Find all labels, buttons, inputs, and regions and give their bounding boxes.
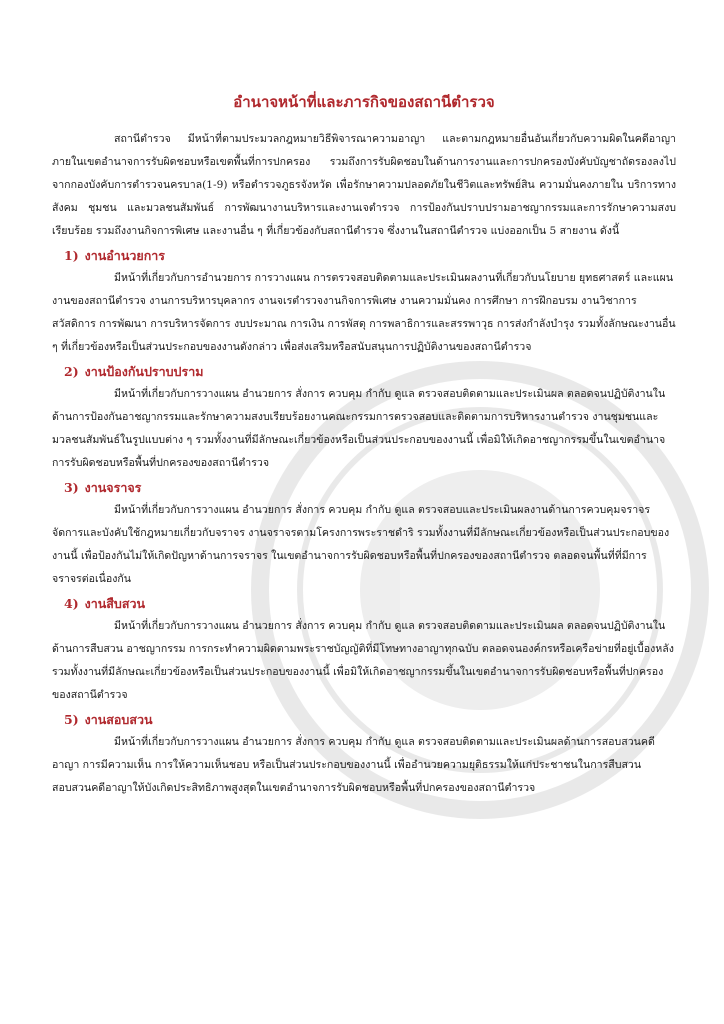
section-5 bbox=[52, 709, 676, 800]
section-title: งานสืบสวน bbox=[84, 596, 146, 611]
section-heading bbox=[64, 709, 676, 731]
section-body: มีหน้าที่เกี่ยวกับการวางแผน อำนวยการ สั่งการ ควบคุม กำกับ ดูแล ตรวจสอบติดตามและประเมินผลด้านการสอบสวนคดีอาญา การมีความเห็น การให้ความเห็นชอบ หรือเป็นส่วนประกอบของงานนี้ เพื่ออำนวยความยุติธรรมให้แก่ประชาชนในการสืบสวนสอบสวนคดีอาญาให้บังเกิดประสิทธิภาพสูงสุดในเขตอำนาจการรับผิดชอบหรือพื้นที่ปกครองของสถานีตำรวจ bbox=[52, 736, 655, 794]
section-body: มีหน้าที่เกี่ยวกับการวางแผน อำนวยการ สั่งการ ควบคุม กำกับ ดูแล ตรวจสอบติดตามและประเมินผล ตลอดจนปฏิบัติงานในด้านการสืบสวน อาชญากรรม การกระทำความผิดตามพระราชบัญญัติที่มีโทษทางอาญาทุกฉบับ ตลอดจนองค์กรหรือเครือข่ายที่อยู่เบื้องหลัง รวมทั้งงานที่มีลักษณะเกี่ยวข้องหรือเป็นส่วนประกอบของงานนี้ เพื่อมิให้เกิดอาชญากรรมขึ้นในเขตอำนาจการรับผิดชอบหรือพื้นที่ปกครองของสถานีตำรวจ bbox=[52, 620, 674, 701]
section-title: งานป้องกันปราบปราม bbox=[84, 364, 204, 379]
intro-paragraph: สถานีตำรวจ มีหน้าที่ตามประมวลกฎหมายวิธีพิจารณาความอาญา และตามกฎหมายอื่นอันเกี่ยวกับความผิดในคดีอาญาภายในเขตอำนาจการรับผิดชอบหรือเขตพื้นที่การปกครอง รวมถึงการรับผิดชอบในด้านการงานและการปกครองบังคับบัญชาถัดรองลงไปจากกองบังคับการตำรวจนครบาล(1-9) หรือตำรวจภูธรจังหวัด เพื่อรักษาความปลอดภัยในชีวิตและทรัพย์สิน ความมั่นคงภายใน บริการทางสังคม ชุมชน และมวลชนสัมพันธ์ การพัฒนางานบริหารและงานเจตำรวจ การป้องกันปราบปรามอาชญากรรมและการรักษาความสงบเรียบร้อย รวมถึงงานกิจการพิเศษ และงานอื่น ๆ ที่เกี่ยวข้องกับสถานีตำรวจ ซึ่งงานในสถานีตำรวจ แบ่งออกเป็น 5 สายงาน ดังนี้ bbox=[52, 133, 676, 237]
section-heading bbox=[64, 361, 676, 383]
document-title: อำนาจหน้าที่และภารกิจของสถานีตำรวจ bbox=[233, 93, 495, 111]
section-title: งานจราจร bbox=[84, 480, 142, 495]
section-number: 3) bbox=[64, 480, 79, 495]
section-number: 5) bbox=[64, 712, 79, 727]
section-1 bbox=[52, 245, 676, 359]
section-2 bbox=[52, 361, 676, 475]
section-heading bbox=[64, 593, 676, 615]
section-number: 4) bbox=[64, 596, 79, 611]
section-4 bbox=[52, 593, 676, 707]
document-page bbox=[52, 90, 676, 802]
section-number: 1) bbox=[64, 248, 79, 263]
section-heading bbox=[64, 477, 676, 499]
section-body: มีหน้าที่เกี่ยวกับการอำนวยการ การวางแผน การตรวจสอบติดตามและประเมินผลงานที่เกี่ยวกับนโยบาย ยุทธศาสตร์ และแผนงานของสถานีตำรวจ งานการบริหารบุคลากร งานจเรตำรวจงานกิจการพิเศษ งานความมั่นคง การศึกษา การฝึกอบรม งานวิชาการ สวัสดิการ การพัฒนา การบริหารจัดการ งบประมาณ การเงิน การพัสดุ การพลาธิการและสรรพาวุธ การส่งกำลังบำรุง รวมทั้งลักษณะงานอื่น ๆ ที่เกี่ยวข้องหรือเป็นส่วนประกอบของงานดังกล่าว เพื่อส่งเสริมหรือสนับสนุนการปฏิบัติงานของสถานีตำรวจ bbox=[52, 272, 676, 353]
section-title: งานสอบสวน bbox=[84, 712, 153, 727]
section-title: งานอำนวยการ bbox=[84, 248, 166, 263]
section-number: 2) bbox=[64, 364, 79, 379]
section-3 bbox=[52, 477, 676, 591]
section-heading bbox=[64, 245, 676, 267]
section-body: มีหน้าที่เกี่ยวกับการวางแผน อำนวยการ สั่งการ ควบคุม กำกับ ดูแล ตรวจสอบติดตามและประเมินผล ตลอดจนปฏิบัติงานในด้านการป้องกันอาชญากรรมและรักษาความสงบเรียบร้อยงานคณะกรรมการตรวจสอบและติดตามการบริหารงานตำรวจ งานชุมชนและมวลชนสัมพันธ์ในรูปแบบต่าง ๆ รวมทั้งงานที่มีลักษณะเกี่ยวข้องหรือเป็นส่วนประกอบของงานนี้ เพื่อมิให้เกิดอาชญากรรมขึ้นในเขตอำนาจ การรับผิดชอบหรือพื้นที่ปกครองของสถานีตำรวจ bbox=[52, 388, 666, 469]
section-body: มีหน้าที่เกี่ยวกับการวางแผน อำนวยการ สั่งการ ควบคุม กำกับ ดูแล ตรวจสอบและประเมินผลงานด้านการควบคุมจราจร จัดการและบังคับใช้กฎหมายเกี่ยวกับจราจร งานจราจรตามโครงการพระราชดำริ รวมทั้งงานที่มีลักษณะเกี่ยวข้องหรือเป็นส่วนประกอบของงานนี้ เพื่อป้องกันไม่ให้เกิดปัญหาด้านการจราจร ในเขตอำนาจการรับผิดชอบหรือพื้นที่ปกครองของสถานีตำรวจ ตลอดจนพื้นที่ที่มีการจราจรต่อเนื่องกัน bbox=[52, 504, 670, 585]
